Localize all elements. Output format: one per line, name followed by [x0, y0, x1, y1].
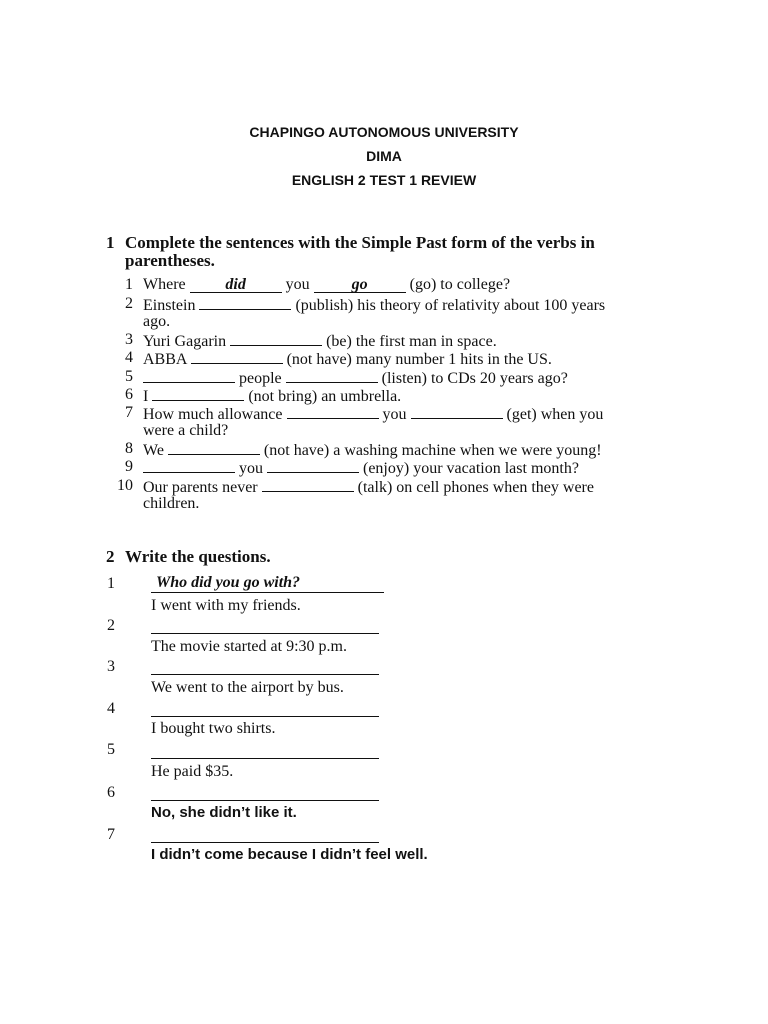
filled-answer: did [190, 277, 282, 293]
exercise-item-3: Yuri Gagarin (be) the first man in space. [143, 333, 497, 350]
answer-sentence: We went to the airport by bus. [151, 679, 344, 696]
answer-blank[interactable] [199, 295, 291, 310]
exercise-item-7-continued: were a child? [143, 422, 229, 439]
answer-sentence: The movie started at 9:30 p.m. [151, 638, 347, 655]
section-1-instruction: Complete the sentences with the Simple Past form of the verbs in parentheses. [125, 233, 595, 270]
answer-blank[interactable] [267, 458, 359, 473]
answer-blank[interactable] [287, 404, 379, 419]
answer-blank[interactable] [191, 349, 283, 364]
department-name: DIMA [366, 148, 402, 164]
exercise-item-10-continued: children. [143, 495, 200, 512]
section-1-heading [106, 234, 646, 274]
question-line[interactable] [151, 656, 379, 675]
question-line[interactable] [151, 782, 379, 801]
section-2-heading [106, 548, 406, 568]
answer-blank[interactable] [230, 331, 322, 346]
question-line[interactable] [151, 824, 379, 843]
exercise-item-6: I (not bring) an umbrella. [143, 388, 402, 405]
exercise-item-10: Our parents never (talk) on cell phones when they were [143, 479, 594, 496]
exercise-item-8: We (not have) a washing machine when we were young! [143, 442, 602, 459]
question-number: 5 [107, 741, 115, 758]
exercise-item-1: Where did you go (go) to college? [143, 276, 511, 293]
question-number: 6 [107, 784, 115, 801]
exercise-number: 2 [125, 295, 133, 312]
exercise-number: 3 [125, 331, 133, 348]
question-line[interactable] [151, 698, 379, 717]
exercise-item-2: Einstein (publish) his theory of relativity about 100 years [143, 297, 606, 314]
university-name: CHAPINGO AUTONOMOUS UNIVERSITY [249, 124, 519, 140]
exercise-number: 1 [125, 276, 133, 293]
exercise-item-5: people (listen) to CDs 20 years ago? [143, 368, 568, 388]
question-number: 3 [107, 658, 115, 675]
filled-answer: go [314, 277, 406, 293]
answer-blank[interactable] [262, 477, 354, 492]
exercise-number: 7 [125, 404, 133, 421]
document-header [0, 120, 768, 192]
section-1-number: 1 [106, 233, 115, 252]
exercise-item-9: you (enjoy) your vacation last month? [143, 458, 579, 478]
answer-sentence: I went with my friends. [151, 597, 301, 614]
exercise-number: 8 [125, 440, 133, 457]
question-number: 4 [107, 700, 115, 717]
answer-blank[interactable] [286, 368, 378, 383]
test-title: ENGLISH 2 TEST 1 REVIEW [291, 172, 477, 188]
example-question: Who did you go with? [156, 574, 301, 591]
question-number: 2 [107, 617, 115, 634]
section-2-number: 2 [106, 547, 115, 566]
exercise-number: 4 [125, 349, 133, 366]
answer-sentence: No, she didn’t like it. [151, 804, 297, 821]
answer-blank[interactable] [411, 404, 503, 419]
question-line[interactable] [151, 615, 379, 634]
question-number: 7 [107, 826, 115, 843]
exercise-number: 5 [125, 368, 133, 385]
answer-blank[interactable] [143, 458, 235, 473]
section-2-instruction: Write the questions. [125, 547, 271, 566]
exercise-item-2-continued: ago. [143, 313, 171, 330]
answer-sentence: I bought two shirts. [151, 720, 276, 737]
question-line[interactable] [151, 740, 379, 759]
question-line[interactable] [151, 574, 384, 593]
exercise-item-7: How much allowance you (get) when you [143, 406, 604, 423]
answer-sentence: He paid $35. [151, 763, 234, 780]
exercise-number: 10 [117, 477, 133, 494]
exercise-number: 9 [125, 458, 133, 475]
question-number: 1 [107, 575, 115, 592]
answer-blank[interactable] [168, 440, 260, 455]
answer-blank[interactable] [143, 368, 235, 383]
exercise-number: 6 [125, 386, 133, 403]
answer-blank[interactable] [152, 386, 244, 401]
answer-sentence: I didn’t come because I didn’t feel well. [151, 846, 428, 863]
exercise-item-4: ABBA (not have) many number 1 hits in the US. [143, 351, 552, 368]
